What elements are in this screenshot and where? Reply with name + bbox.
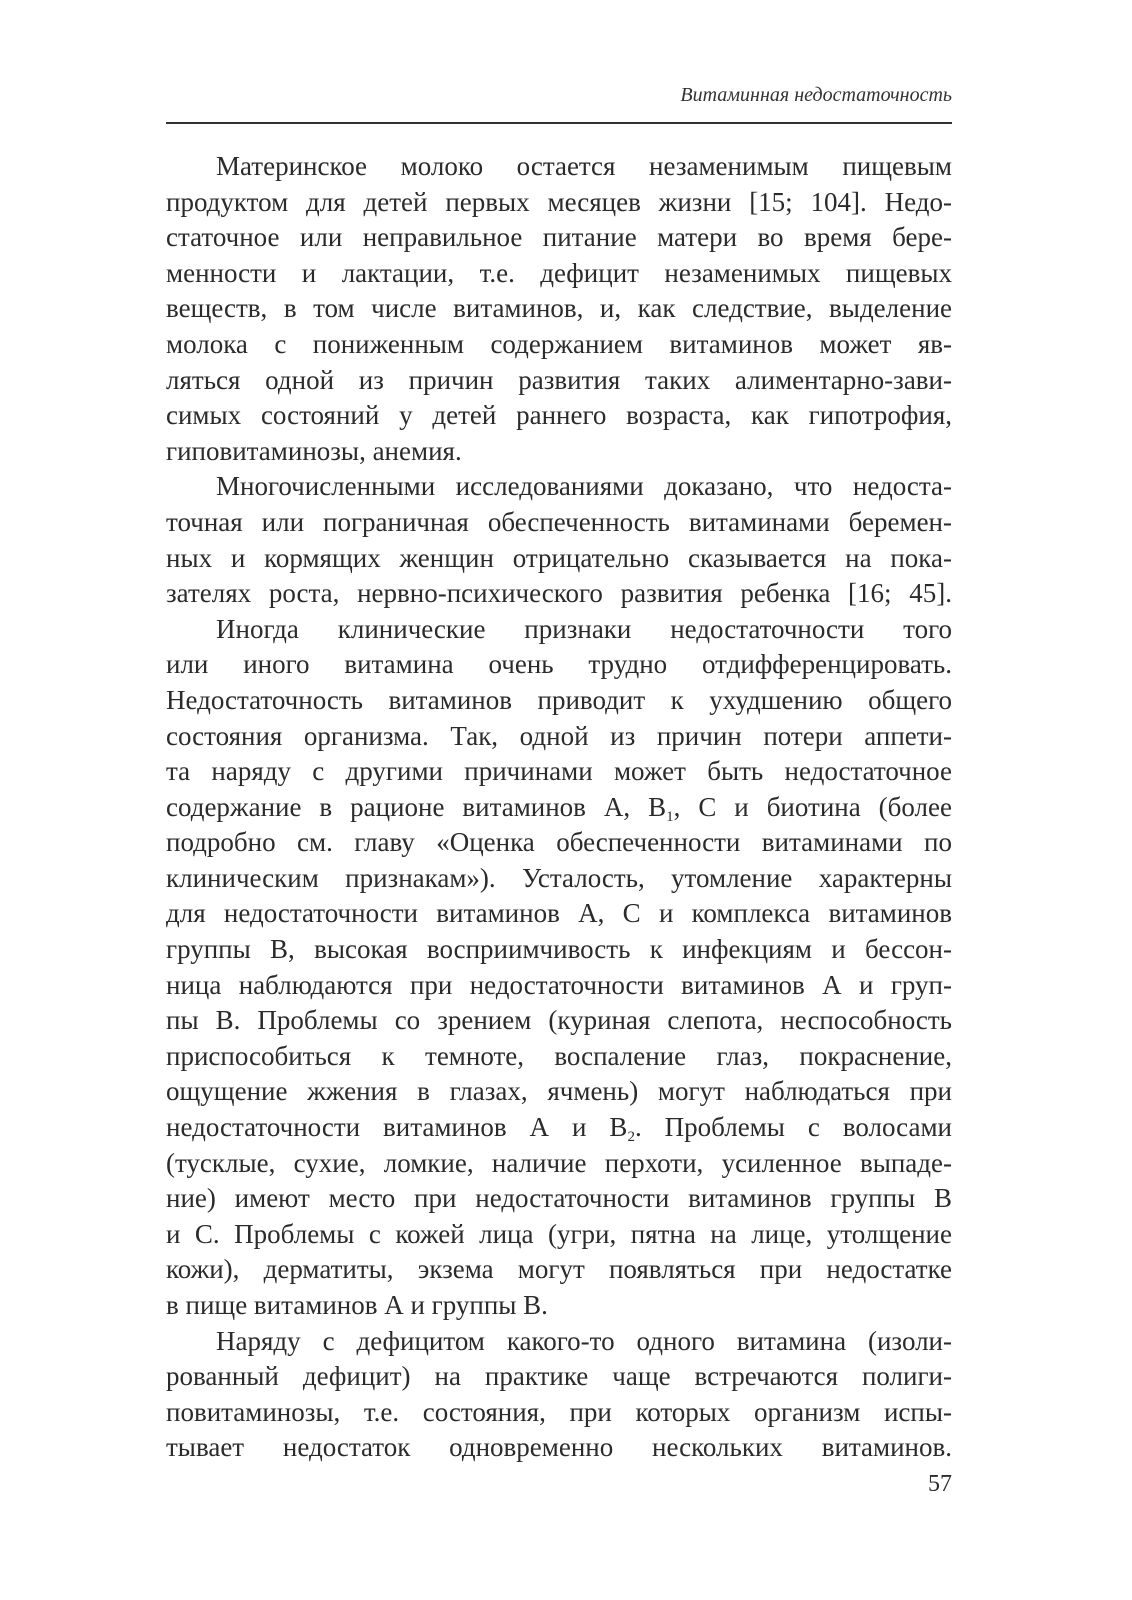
- text-line: приспособиться к темноте, воспаление глаз, покраснение,: [166, 1040, 952, 1071]
- text-line: тывает недостаток одновременно нескольких витаминов.: [166, 1432, 952, 1463]
- text-line: или иного витамина очень трудно отдифференцировать.: [166, 649, 952, 680]
- text-line: Материнское молоко остается незаменимым пищевым: [216, 151, 952, 181]
- text-line: ощущение жжения в глазах, ячмень) могут наблюдаться при: [166, 1076, 952, 1107]
- text-line: и С. Проблемы с кожей лица (угри, пятна на лице, утолщение: [166, 1218, 952, 1249]
- text-segment: недостаточности витаминов А и В: [166, 1112, 628, 1143]
- text-line: та наряду с другими причинами может быть недостаточное: [166, 756, 952, 787]
- page-number: 57: [928, 1471, 952, 1497]
- subscript: 2: [627, 1129, 635, 1146]
- text-line: (тусклые, сухие, ломкие, наличие перхоти, усиленное выпаде-: [166, 1147, 952, 1178]
- text-line: веществ, в том числе витаминов, и, как следствие, выделение: [166, 293, 952, 324]
- text-segment: содержание в рационе витаминов А, В: [166, 791, 667, 822]
- text-segment: , С и биотина (более: [673, 791, 952, 822]
- text-line: состояния организма. Так, одной из причин потери аппети-: [166, 720, 952, 751]
- text-line: повитаминозы, т.е. состояния, при которых организм испы-: [166, 1396, 952, 1427]
- text-line: ние) имеют место при недостаточности витаминов группы В: [166, 1183, 952, 1214]
- text-line: гиповитаминозы, анемия.: [166, 435, 462, 466]
- text-line: подробно см. главу «Оценка обеспеченности витаминами по: [166, 827, 952, 858]
- header-rule: [166, 122, 952, 124]
- text-line: пы В. Проблемы со зрением (куриная слепота, неспособность: [166, 1005, 952, 1036]
- text-line: ляться одной из причин развития таких алиментарно-зави-: [166, 364, 952, 395]
- text-line: молока с пониженным содержанием витаминов может яв-: [166, 328, 952, 359]
- text-line: точная или пограничная обеспеченность витаминами беремен-: [166, 506, 952, 537]
- text-line: Наряду с дефицитом какого-то одного витамина (изоли-: [216, 1325, 952, 1356]
- paragraph: [166, 469, 952, 611]
- running-title: Витаминная недостаточность: [680, 84, 952, 106]
- text-line: Иногда клинические признаки недостаточности того: [216, 613, 952, 644]
- text-line: менности и лактации, т.е. дефицит незаменимых пищевых: [166, 257, 952, 288]
- paragraph: [166, 612, 952, 1324]
- text-line: зателях роста, нервно-психического развития ребенка [16; 45].: [166, 578, 952, 609]
- text-line: клиническим признакам»). Усталость, утомление характерны: [166, 862, 952, 893]
- text-line: группы В, высокая восприимчивость к инфекциям и бессон-: [166, 934, 952, 965]
- text-line: рованный дефицит) на практике чаще встречаются полиги-: [166, 1361, 952, 1392]
- text-line: статочное или неправильное питание матери во время бере-: [166, 222, 952, 253]
- body-text: [166, 149, 952, 1466]
- text-line: Многочисленными исследованиями доказано, что недоста-: [216, 471, 952, 502]
- paragraph: [166, 149, 952, 469]
- text-line: для недостаточности витаминов А, С и комплекса витаминов: [166, 898, 952, 929]
- text-line: продуктом для детей первых месяцев жизни [15; 104]. Недо-: [166, 186, 952, 217]
- text-line: симых состояний у детей раннего возраста, как гипотрофия,: [166, 400, 952, 431]
- text-line: кожи), дерматиты, экзема могут появляться при недостатке: [166, 1254, 952, 1285]
- text-line: Недостаточность витаминов приводит к ухудшению общего: [166, 684, 952, 715]
- text-line-with-subscript: [166, 790, 952, 826]
- text-line: в пище витаминов А и группы В.: [166, 1290, 548, 1320]
- subscript: 1: [666, 808, 674, 825]
- paragraph: [166, 1324, 952, 1466]
- text-line-with-subscript: [166, 1110, 952, 1146]
- text-line: ница наблюдаются при недостаточности витаминов А и груп-: [166, 969, 952, 1000]
- text-segment: . Проблемы с волосами: [634, 1112, 953, 1143]
- text-line: ных и кормящих женщин отрицательно сказывается на пока-: [166, 542, 952, 573]
